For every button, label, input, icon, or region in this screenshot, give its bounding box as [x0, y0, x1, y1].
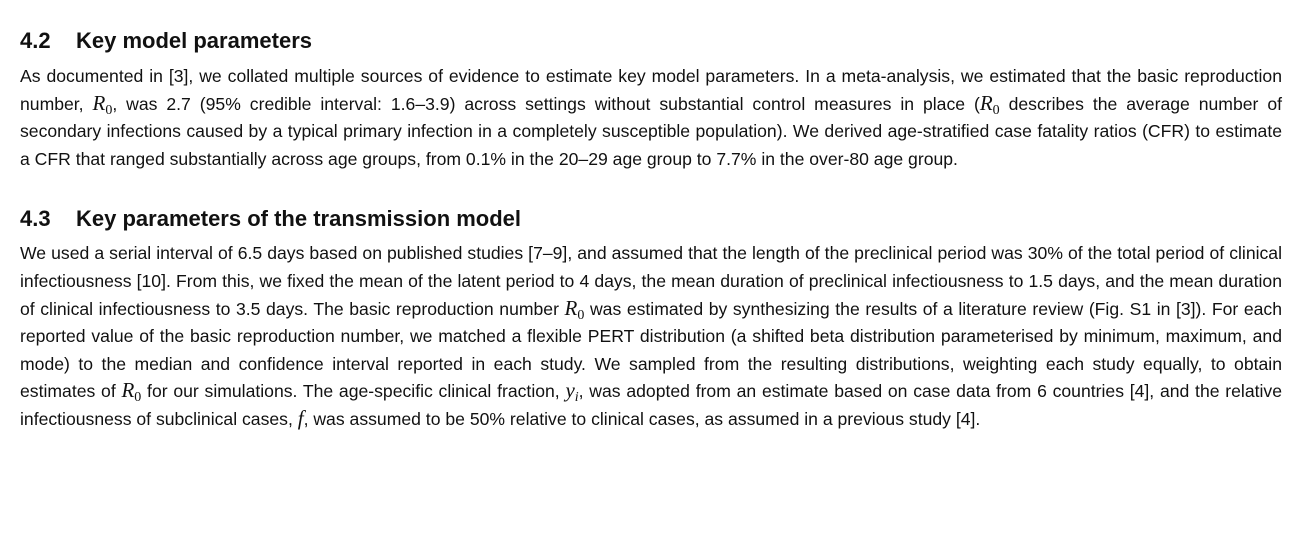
- section-heading: [20, 24, 1282, 58]
- math-r0: R0: [564, 295, 585, 323]
- math-f: f: [297, 405, 304, 430]
- section-title: Key model parameters: [76, 28, 312, 53]
- section-paragraph: [20, 63, 1282, 173]
- section-title: Key parameters of the transmission model: [76, 206, 522, 232]
- paragraph-text: , was 2.7 (95% credible interval: 1.6–3.9) across settings without substantial control measures in place (: [112, 93, 980, 114]
- math-r0: R0: [121, 378, 142, 406]
- paragraph-text: , was assumed to be 50% relative to clinical cases, as assumed in a previous study [4].: [303, 408, 981, 429]
- math-r0: R0: [92, 90, 113, 118]
- paragraph-text: We used a serial interval of 6.5 days based on published studies [7–9], and assumed that the length of the preclinical period was 30% of the total period of clinical infectiousness [10]. From this, we fixed the mean of the latent period to 4 days, the mean duration of preclinical infectiousness to 1.5 days, and the mean duration of clinical infectiousness to 3.5 days. The basic reproduction number: [20, 243, 1282, 319]
- math-yi: yi: [565, 378, 579, 406]
- paragraph-text: was estimated by synthesizing the results of a literature review (Fig. S1 in [3]). For each reported value of the basic reproduction number, we matched a flexible PERT distribution (a shifted beta distribution parameterised by minimum, maximum, and mode) to the median and confidence interval reported in each study. We sampled from the resulting distributions, weighting each study equally, to obtain estimates of: [20, 298, 1282, 402]
- section-4-3: [20, 202, 1282, 433]
- paragraph-text: for our simulations. The age-specific clinical fraction,: [141, 381, 566, 402]
- section-number: 4.2: [20, 28, 51, 53]
- paragraph-text: , was adopted from an estimate based on case data from 6 countries [4], and the relative infectiousness of subclinical cases,: [20, 381, 1282, 429]
- section-4-2: [20, 24, 1282, 173]
- math-r0: R0: [979, 90, 1000, 118]
- section-heading: [20, 202, 1282, 236]
- section-number: 4.3: [20, 206, 51, 232]
- paragraph-text: As documented in [3], we collated multiple sources of evidence to estimate key model parameters. In a meta-analysis, we estimated that the basic reproduction number,: [20, 66, 1282, 114]
- paragraph-text: describes the average number of secondary infections caused by a typical primary infection in a completely susceptible population). We derived age-stratified case fatality ratios (CFR) to estimate a CFR that ranged substantially across age groups, from 0.1% in the 20–29 age group to 7.7% in the over-80 age group.: [20, 93, 1282, 169]
- section-paragraph: [20, 240, 1282, 433]
